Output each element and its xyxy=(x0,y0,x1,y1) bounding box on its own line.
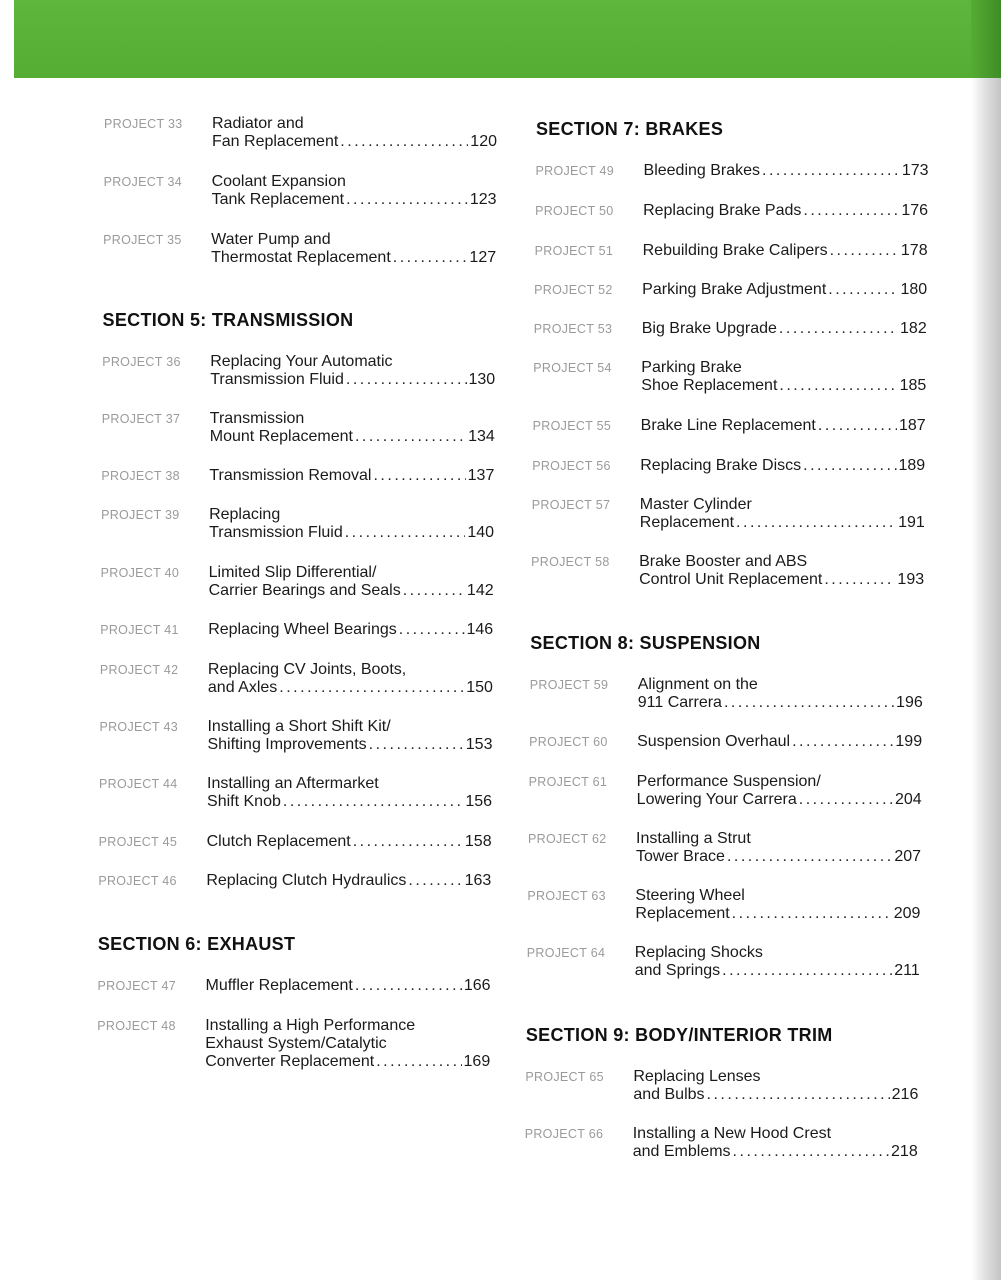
entry-title-text: Shifting Improvements xyxy=(207,736,367,753)
page-gutter-shadow xyxy=(971,0,1001,1280)
entry-title-line: Steering Wheel xyxy=(635,887,745,904)
dot-leader xyxy=(355,977,462,995)
dot-leader xyxy=(340,133,468,151)
entry-title xyxy=(209,564,494,600)
entry-title xyxy=(207,833,492,851)
project-number: PROJECT 66 xyxy=(524,1127,604,1141)
page-number: 130 xyxy=(468,371,496,388)
entry-title-line xyxy=(641,377,926,395)
project-number: PROJECT 33 xyxy=(104,117,183,131)
entry-title-line xyxy=(205,1053,490,1071)
entry-title-line xyxy=(211,249,496,267)
entry-title-line: Brake Booster and ABS xyxy=(639,553,808,570)
entry-title-line: Installing a Strut xyxy=(636,830,751,847)
dot-leader xyxy=(830,242,899,260)
dot-leader xyxy=(373,467,465,485)
entry-title xyxy=(642,320,927,338)
project-number: PROJECT 38 xyxy=(101,469,180,483)
page-number: 218 xyxy=(891,1143,918,1160)
section-heading: SECTION 7: BRAKES xyxy=(536,119,724,139)
dot-leader xyxy=(732,905,892,923)
entry-title-line: Installing an Aftermarket xyxy=(207,775,379,792)
project-number: PROJECT 58 xyxy=(531,555,610,569)
entry-title xyxy=(211,231,496,267)
entry-title-line xyxy=(635,962,920,980)
page-number: 153 xyxy=(465,736,493,753)
entry-title-line xyxy=(209,524,494,542)
entry-title-line xyxy=(207,833,492,851)
entry-title xyxy=(635,887,920,923)
entry-title-text: Control Unit Replacement xyxy=(639,571,823,588)
project-number: PROJECT 51 xyxy=(534,244,614,258)
page-number: 178 xyxy=(900,242,928,259)
entry-title-text: Transmission Fluid xyxy=(210,371,344,388)
entry-title-line xyxy=(208,621,493,639)
entry-title-text: Brake Line Replacement xyxy=(640,417,816,434)
entry-title-line xyxy=(640,514,925,532)
entry-title xyxy=(641,417,926,435)
entry-title-text: Replacing Brake Discs xyxy=(640,457,802,474)
page-number: 204 xyxy=(894,791,922,808)
dot-leader xyxy=(727,848,892,866)
entry-title-line xyxy=(207,793,492,811)
dot-leader xyxy=(345,524,466,542)
page-number: 216 xyxy=(891,1086,919,1103)
entry-title xyxy=(633,1125,918,1161)
entry-title-text: Clutch Replacement xyxy=(206,833,351,850)
entry-title-line: Installing a Short Shift Kit/ xyxy=(207,718,391,735)
entry-title-text: Bleeding Brakes xyxy=(643,162,761,179)
entry-title-text: Replacement xyxy=(639,514,735,531)
entry-title-text: and Emblems xyxy=(632,1143,731,1160)
project-number: PROJECT 63 xyxy=(527,889,606,903)
entry-title-text: Transmission Fluid xyxy=(209,524,343,541)
entry-title xyxy=(636,830,921,866)
dot-leader xyxy=(353,833,463,851)
project-number: PROJECT 53 xyxy=(533,322,613,336)
dot-leader xyxy=(399,621,465,639)
entry-title-text: Thermostat Replacement xyxy=(211,249,391,266)
entry-title-line xyxy=(208,679,493,697)
project-number: PROJECT 44 xyxy=(99,777,178,791)
dot-leader xyxy=(818,417,897,435)
page-number: 140 xyxy=(467,524,495,541)
entry-title-line xyxy=(640,457,925,475)
dot-leader xyxy=(279,679,464,697)
entry-title-line: Limited Slip Differential/ xyxy=(208,564,377,581)
dot-leader xyxy=(803,457,896,475)
project-number: PROJECT 46 xyxy=(98,874,177,888)
project-number: PROJECT 35 xyxy=(103,233,182,247)
dot-leader xyxy=(799,791,893,809)
page-number: 127 xyxy=(469,249,497,266)
entry-title xyxy=(643,202,928,220)
dot-leader xyxy=(733,1143,889,1161)
entry-title-line xyxy=(207,736,492,754)
project-number: PROJECT 55 xyxy=(532,419,612,433)
project-number: PROJECT 49 xyxy=(535,164,615,178)
entry-title-line xyxy=(636,848,921,866)
entry-title-line xyxy=(641,417,926,435)
entry-title-text: Converter Replacement xyxy=(205,1053,375,1070)
entry-title-line xyxy=(206,977,491,995)
entry-title-line xyxy=(642,281,927,299)
page-number: 120 xyxy=(470,133,497,150)
entry-title-line xyxy=(637,791,922,809)
entry-title-text: Muffler Replacement xyxy=(205,977,353,994)
section-heading: SECTION 9: BODY/INTERIOR TRIM xyxy=(525,1025,833,1045)
page-number: 146 xyxy=(466,621,494,638)
project-number: PROJECT 60 xyxy=(529,735,608,749)
entry-title-text: and Bulbs xyxy=(633,1086,705,1103)
section-heading: SECTION 8: SUSPENSION xyxy=(530,633,761,653)
page-number: 163 xyxy=(464,872,492,889)
dot-leader xyxy=(792,733,893,751)
entry-title-line xyxy=(212,133,497,151)
entry-title-line xyxy=(637,733,922,751)
entry-title-line xyxy=(210,371,495,389)
page-number: 182 xyxy=(900,320,927,337)
page-number: 189 xyxy=(898,457,926,474)
project-number: PROJECT 65 xyxy=(525,1070,604,1084)
dot-leader xyxy=(346,371,467,389)
entry-title-text: Replacement xyxy=(635,905,730,922)
dot-leader xyxy=(707,1086,890,1104)
page-number: 137 xyxy=(467,467,495,484)
entry-title xyxy=(642,281,927,299)
project-number: PROJECT 36 xyxy=(102,355,181,369)
entry-title-text: and Springs xyxy=(634,962,721,979)
page-number: 150 xyxy=(466,679,493,696)
entry-title xyxy=(210,353,495,389)
dot-leader xyxy=(724,694,894,712)
entry-title xyxy=(208,621,493,639)
page-number: 169 xyxy=(463,1053,491,1070)
project-number: PROJECT 39 xyxy=(101,508,180,522)
entry-title-line: Replacing Your Automatic xyxy=(210,353,393,370)
page-number: 196 xyxy=(896,694,923,711)
page-number: 207 xyxy=(894,848,922,865)
entry-title xyxy=(637,773,922,809)
entry-title-line: Replacing Shocks xyxy=(634,944,763,961)
dot-leader xyxy=(393,249,468,267)
header-band-edge xyxy=(971,0,1001,78)
project-number: PROJECT 57 xyxy=(531,498,611,512)
entry-title-line xyxy=(635,905,920,923)
page-number: 185 xyxy=(899,377,927,394)
entry-title-line: Alignment on the xyxy=(637,676,758,693)
page-number: 191 xyxy=(898,514,925,531)
entry-title xyxy=(212,115,497,151)
entry-title xyxy=(208,661,493,697)
entry-title xyxy=(206,872,491,890)
entry-title-line xyxy=(633,1143,918,1161)
entry-title-line xyxy=(206,872,491,890)
project-number: PROJECT 43 xyxy=(99,720,178,734)
entry-title-line: Performance Suspension/ xyxy=(636,773,821,790)
entry-title xyxy=(633,1068,918,1104)
entry-title xyxy=(205,1017,490,1071)
entry-title-text: 911 Carrera xyxy=(637,694,722,711)
entry-title-line xyxy=(643,242,928,260)
entry-title-text: Fan Replacement xyxy=(212,133,339,150)
entry-title-line: Installing a High Performance xyxy=(205,1017,416,1034)
entry-title xyxy=(643,242,928,260)
dot-leader xyxy=(403,582,465,600)
page-number: 158 xyxy=(464,833,492,850)
project-number: PROJECT 54 xyxy=(533,361,612,375)
project-number: PROJECT 40 xyxy=(100,566,180,580)
page-number: 156 xyxy=(465,793,493,810)
page-number: 180 xyxy=(900,281,928,298)
entry-title-line: Transmission xyxy=(209,410,305,427)
entry-title-text: Lowering Your Carrera xyxy=(636,791,797,808)
page-number: 173 xyxy=(901,162,929,179)
entry-title-text: Shoe Replacement xyxy=(641,377,778,394)
entry-title xyxy=(209,506,494,542)
entry-title-line: Master Cylinder xyxy=(639,496,752,513)
entry-title-text: Replacing Clutch Hydraulics xyxy=(206,872,407,889)
project-number: PROJECT 42 xyxy=(99,663,179,677)
project-number: PROJECT 37 xyxy=(101,412,181,426)
dot-leader xyxy=(762,162,900,180)
entry-title-line: Replacing Lenses xyxy=(633,1068,761,1085)
project-number: PROJECT 59 xyxy=(529,678,609,692)
project-number: PROJECT 47 xyxy=(97,979,177,993)
dot-leader xyxy=(779,377,897,395)
dot-leader xyxy=(779,320,898,338)
section-heading: SECTION 6: EXHAUST xyxy=(97,934,296,954)
entry-title xyxy=(207,775,492,811)
dot-leader xyxy=(283,793,463,811)
entry-title-text: Suspension Overhaul xyxy=(637,733,791,750)
entry-title-text: Shift Knob xyxy=(207,793,281,810)
entry-title-line xyxy=(642,320,927,338)
entry-title xyxy=(641,359,926,395)
entry-title-line: Replacing CV Joints, Boots, xyxy=(207,661,407,678)
project-number: PROJECT 56 xyxy=(532,459,611,473)
page-number: 193 xyxy=(897,571,925,588)
project-number: PROJECT 50 xyxy=(535,204,614,218)
page-number: 142 xyxy=(466,582,494,599)
entry-title-text: Tower Brace xyxy=(636,848,725,865)
dot-leader xyxy=(408,872,462,890)
entry-title-text: Mount Replacement xyxy=(209,428,353,445)
entry-title-text: Big Brake Upgrade xyxy=(641,320,777,337)
entry-title-line xyxy=(212,191,497,209)
dot-leader xyxy=(369,736,464,754)
header-color-band xyxy=(14,0,974,78)
entry-title xyxy=(638,676,923,712)
project-number: PROJECT 61 xyxy=(528,775,608,789)
dot-leader xyxy=(346,191,468,209)
entry-title-text: Rebuilding Brake Calipers xyxy=(642,242,828,259)
entry-title xyxy=(640,496,925,532)
dot-leader xyxy=(803,202,899,220)
entry-title xyxy=(212,173,497,209)
section-heading: SECTION 5: TRANSMISSION xyxy=(102,310,354,330)
entry-title-line: Coolant Expansion xyxy=(211,173,346,190)
entry-title xyxy=(644,162,929,180)
entry-title xyxy=(206,977,491,995)
dot-leader xyxy=(376,1053,461,1071)
entry-title-line: Radiator and xyxy=(212,115,304,132)
entry-title-text: and Axles xyxy=(207,679,278,696)
project-number: PROJECT 34 xyxy=(103,175,183,189)
entry-title xyxy=(635,944,920,980)
entry-title xyxy=(210,410,495,446)
page-number: 166 xyxy=(463,977,491,994)
dot-leader xyxy=(736,514,896,532)
entry-title-text: Replacing Wheel Bearings xyxy=(208,621,397,638)
project-number: PROJECT 48 xyxy=(97,1019,176,1033)
entry-title-line: Exhaust System/Catalytic xyxy=(205,1035,387,1052)
dot-leader xyxy=(824,571,895,589)
page-number: 134 xyxy=(468,428,495,445)
page-number: 209 xyxy=(893,905,921,922)
entry-title-line: Replacing xyxy=(209,506,281,523)
entry-title-text: Tank Replacement xyxy=(211,191,345,208)
entry-title xyxy=(639,553,924,589)
project-number: PROJECT 52 xyxy=(534,283,613,297)
entry-title-line: Water Pump and xyxy=(211,231,331,248)
entry-title-line xyxy=(638,694,923,712)
entry-title-line xyxy=(633,1086,918,1104)
entry-title-line xyxy=(209,467,494,485)
entry-title-text: Parking Brake Adjustment xyxy=(642,281,827,298)
entry-title-text: Replacing Brake Pads xyxy=(643,202,802,219)
page-number: 211 xyxy=(894,962,920,979)
entry-title xyxy=(207,718,492,754)
project-number: PROJECT 64 xyxy=(526,946,606,960)
entry-title-line xyxy=(643,202,928,220)
entry-title-text: Transmission Removal xyxy=(209,467,372,484)
entry-title xyxy=(209,467,494,485)
page-number: 176 xyxy=(901,202,929,219)
entry-title xyxy=(637,733,922,751)
entry-title-line: Installing a New Hood Crest xyxy=(632,1125,832,1142)
entry-title-line xyxy=(639,571,924,589)
project-number: PROJECT 45 xyxy=(98,835,178,849)
entry-title-line xyxy=(210,428,495,446)
dot-leader xyxy=(722,962,892,980)
dot-leader xyxy=(828,281,898,299)
page-number: 123 xyxy=(469,191,497,208)
project-number: PROJECT 62 xyxy=(528,832,607,846)
page-number: 199 xyxy=(895,733,923,750)
entry-title-text: Carrier Bearings and Seals xyxy=(208,582,401,599)
entry-title xyxy=(640,457,925,475)
project-number: PROJECT 41 xyxy=(100,623,179,637)
entry-title-line: Parking Brake xyxy=(641,359,742,376)
entry-title-line xyxy=(209,582,494,600)
dot-leader xyxy=(355,428,466,446)
entry-title-line xyxy=(644,162,929,180)
page-number: 187 xyxy=(898,417,926,434)
